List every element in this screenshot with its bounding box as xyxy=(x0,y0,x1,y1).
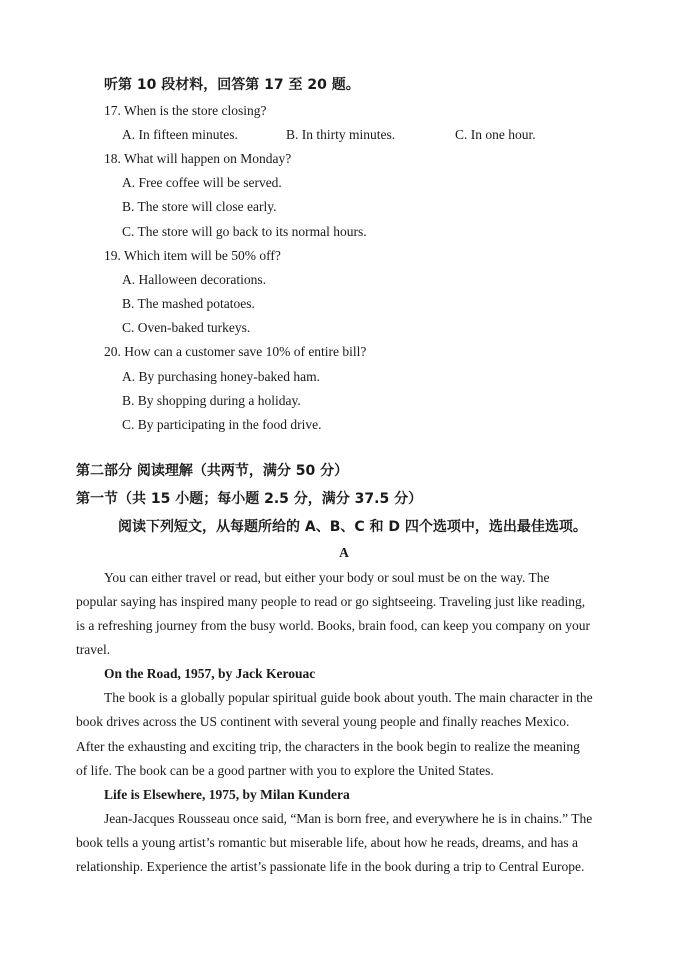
book2-line-3: relationship. Experience the artist’s passionate life in the book during a trip to Central Europe. xyxy=(76,859,585,874)
question-19-option-c: C. Oven-baked turkeys. xyxy=(122,320,251,335)
book2-line-2: book tells a young artist’s romantic but miserable life, about how he reads, dreams, and has a xyxy=(76,835,578,850)
question-17-option-c: C. In one hour. xyxy=(455,127,536,142)
question-20-option-a: A. By purchasing honey-baked ham. xyxy=(122,369,320,384)
passage-intro-line-1: You can either travel or read, but either your body or soul must be on the way. The xyxy=(104,570,550,585)
book2-line-1: Jean-Jacques Rousseau once said, “Man is born free, and everywhere he is in chains.” The xyxy=(104,811,593,826)
question-18-stem: 18. What will happen on Monday? xyxy=(104,151,292,166)
book1-line-1: The book is a globally popular spiritual guide book about youth. The main character in the xyxy=(104,690,593,705)
question-17-stem: 17. When is the store closing? xyxy=(104,103,267,118)
reading-instruction: 阅读下列短文，从每题所给的 A、B、C 和 D 四个选项中，选出最佳选项。 xyxy=(118,519,587,535)
question-18-option-b: B. The store will close early. xyxy=(122,199,277,214)
section1-heading: 第一节（共 15 小题；每小题 2.5 分，满分 37.5 分） xyxy=(76,491,423,507)
passage-intro-line-2: popular saying has inspired many people to read or go sightseeing. Traveling just like reading, xyxy=(76,594,586,609)
question-19-stem: 19. Which item will be 50% off? xyxy=(104,248,281,263)
passage-label: A xyxy=(339,545,349,560)
passage-intro-line-3: is a refreshing journey from the busy world. Books, brain food, can keep you company on your xyxy=(76,618,591,633)
book1-line-4: of life. The book can be a good partner with you to explore the United States. xyxy=(76,763,494,778)
book1-title: On the Road, 1957, by Jack Kerouac xyxy=(104,666,316,681)
question-17-option-a: A. In fifteen minutes. xyxy=(122,127,238,142)
part2-heading: 第二部分 阅读理解（共两节，满分 50 分） xyxy=(76,463,349,479)
question-19-option-a: A. Halloween decorations. xyxy=(122,272,266,287)
book1-line-3: After the exhausting and exciting trip, the characters in the book begin to realize the meaning xyxy=(76,739,580,754)
question-19-option-b: B. The mashed potatoes. xyxy=(122,296,255,311)
question-20-option-b: B. By shopping during a holiday. xyxy=(122,393,301,408)
question-17-option-b: B. In thirty minutes. xyxy=(286,127,396,142)
book1-line-2: book drives across the US continent with several young people and finally reaches Mexico. xyxy=(76,714,570,729)
question-20-stem: 20. How can a customer save 10% of entire bill? xyxy=(104,344,367,359)
question-18-option-a: A. Free coffee will be served. xyxy=(122,175,282,190)
question-20-option-c: C. By participating in the food drive. xyxy=(122,417,322,432)
book2-title: Life is Elsewhere, 1975, by Milan Kundera xyxy=(104,787,350,802)
passage-intro-line-4: travel. xyxy=(76,642,111,657)
question-18-option-c: C. The store will go back to its normal hours. xyxy=(122,224,367,239)
listening-intro: 听第 10 段材料，回答第 17 至 20 题。 xyxy=(104,77,360,93)
